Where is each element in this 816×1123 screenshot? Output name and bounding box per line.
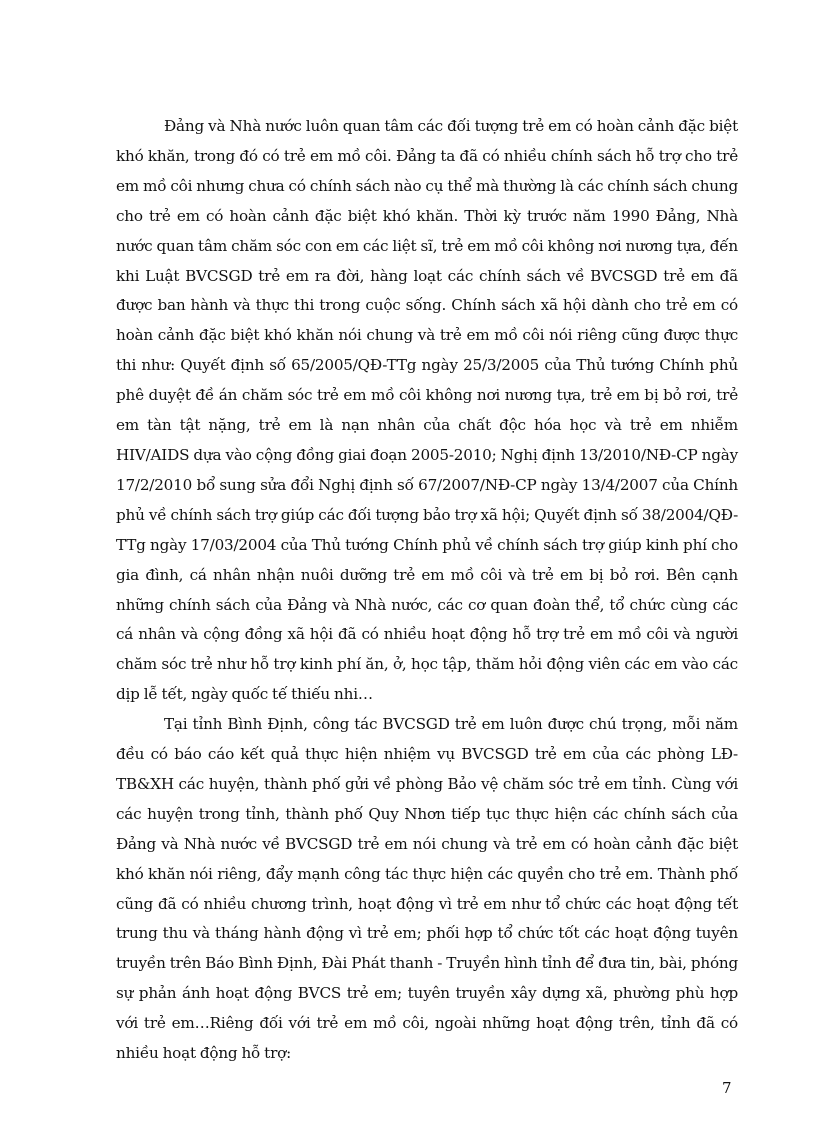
paragraph-policy: Đảng và Nhà nước luôn quan tâm các đối tượng trẻ em có hoàn cảnh đặc biệt khó khăn, trong đó có trẻ em mồ côi. Đảng ta đã có nhiều chính sách hỗ trợ cho trẻ em mồ côi nhưng chưa có chính sách nào cụ thể mà thường là các chính sách chung cho trẻ em có hoàn cảnh đặc biệt khó khăn. Thời kỳ trước năm 1990 Đảng, Nhà nước quan tâm chăm sóc con em các liệt sĩ, trẻ em mồ côi không nơi nương tựa, đến khi Luật BVCSGD trẻ em ra đời, hàng loạt các chính sách về BVCSGD trẻ em đã được ban hành và thực thi trong cuộc sống. Chính sách xã hội dành cho trẻ em có hoàn cảnh đặc biệt khó khăn nói chung và trẻ em mồ côi nói riêng cũng được thực thi như: Quyết định số 65/2005/QĐ-TTg ngày 25/3/2005 của Thủ tướng Chính phủ phê duyệt đề án chăm sóc trẻ em mồ côi không nơi nương tựa, trẻ em bị bỏ rơi, trẻ em tàn tật nặng, trẻ em là nạn nhân của chất độc hóa học và trẻ em nhiễm HIV/AIDS dựa vào cộng đồng giai đoạn 2005-2010; Nghị định 13/2010/NĐ-CP ngày 17/2/2010 bổ sung sửa đổi Nghị định số 67/2007/NĐ-CP ngày 13/4/2007 của Chính phủ về chính sách trợ giúp các đối tượng bảo trợ xã hội; Quyết định số 38/2004/QĐ-TTg ngày 17/03/2004 của Thủ tướng Chính phủ về chính sách trợ giúp kinh phí cho gia đình, cá nhân nhận nuôi dưỡng trẻ em mồ côi và trẻ em bị bỏ rơi. Bên cạnh những chính sách của Đảng và Nhà nước, các cơ quan đoàn thể, tổ chức cùng các cá nhân và cộng đồng xã hội đã có nhiều hoạt động hỗ trợ trẻ em mồ côi và người chăm sóc trẻ như hỗ trợ kinh phí ăn, ở, học tập, thăm hỏi động viên các em vào các dịp lễ tết, ngày quốc tế thiếu nhi…: [116, 117, 738, 704]
page-number: 7: [722, 1079, 732, 1097]
body-text: [116, 112, 738, 1069]
paragraph-binh-dinh: Tại tỉnh Bình Định, công tác BVCSGD trẻ em luôn được chú trọng, mỗi năm đều có báo cáo kết quả thực hiện nhiệm vụ BVCSGD trẻ em của các phòng LĐ-TB&XH các huyện, thành phố gửi về phòng Bảo vệ chăm sóc trẻ em tỉnh. Cùng với các huyện trong tỉnh, thành phố Quy Nhơn tiếp tục thực hiện các chính sách của Đảng và Nhà nước về BVCSGD trẻ em nói chung và trẻ em có hoàn cảnh đặc biệt khó khăn nói riêng, đẩy mạnh công tác thực hiện các quyền cho trẻ em. Thành phố cũng đã có nhiều chương trình, hoạt động vì trẻ em như tổ chức các hoạt động tết trung thu và tháng hành động vì trẻ em; phối hợp tổ chức tốt các hoạt động tuyên truyền trên Báo Bình Định, Đài Phát thanh - Truyền hình tỉnh để đưa tin, bài, phóng sự phản ánh hoạt động BVCS trẻ em; tuyên truyền xây dựng xã, phường phù hợp với trẻ em…Riêng đối với trẻ em mồ côi, ngoài những hoạt động trên, tỉnh đã có nhiều hoạt động hỗ trợ:: [116, 715, 738, 1063]
